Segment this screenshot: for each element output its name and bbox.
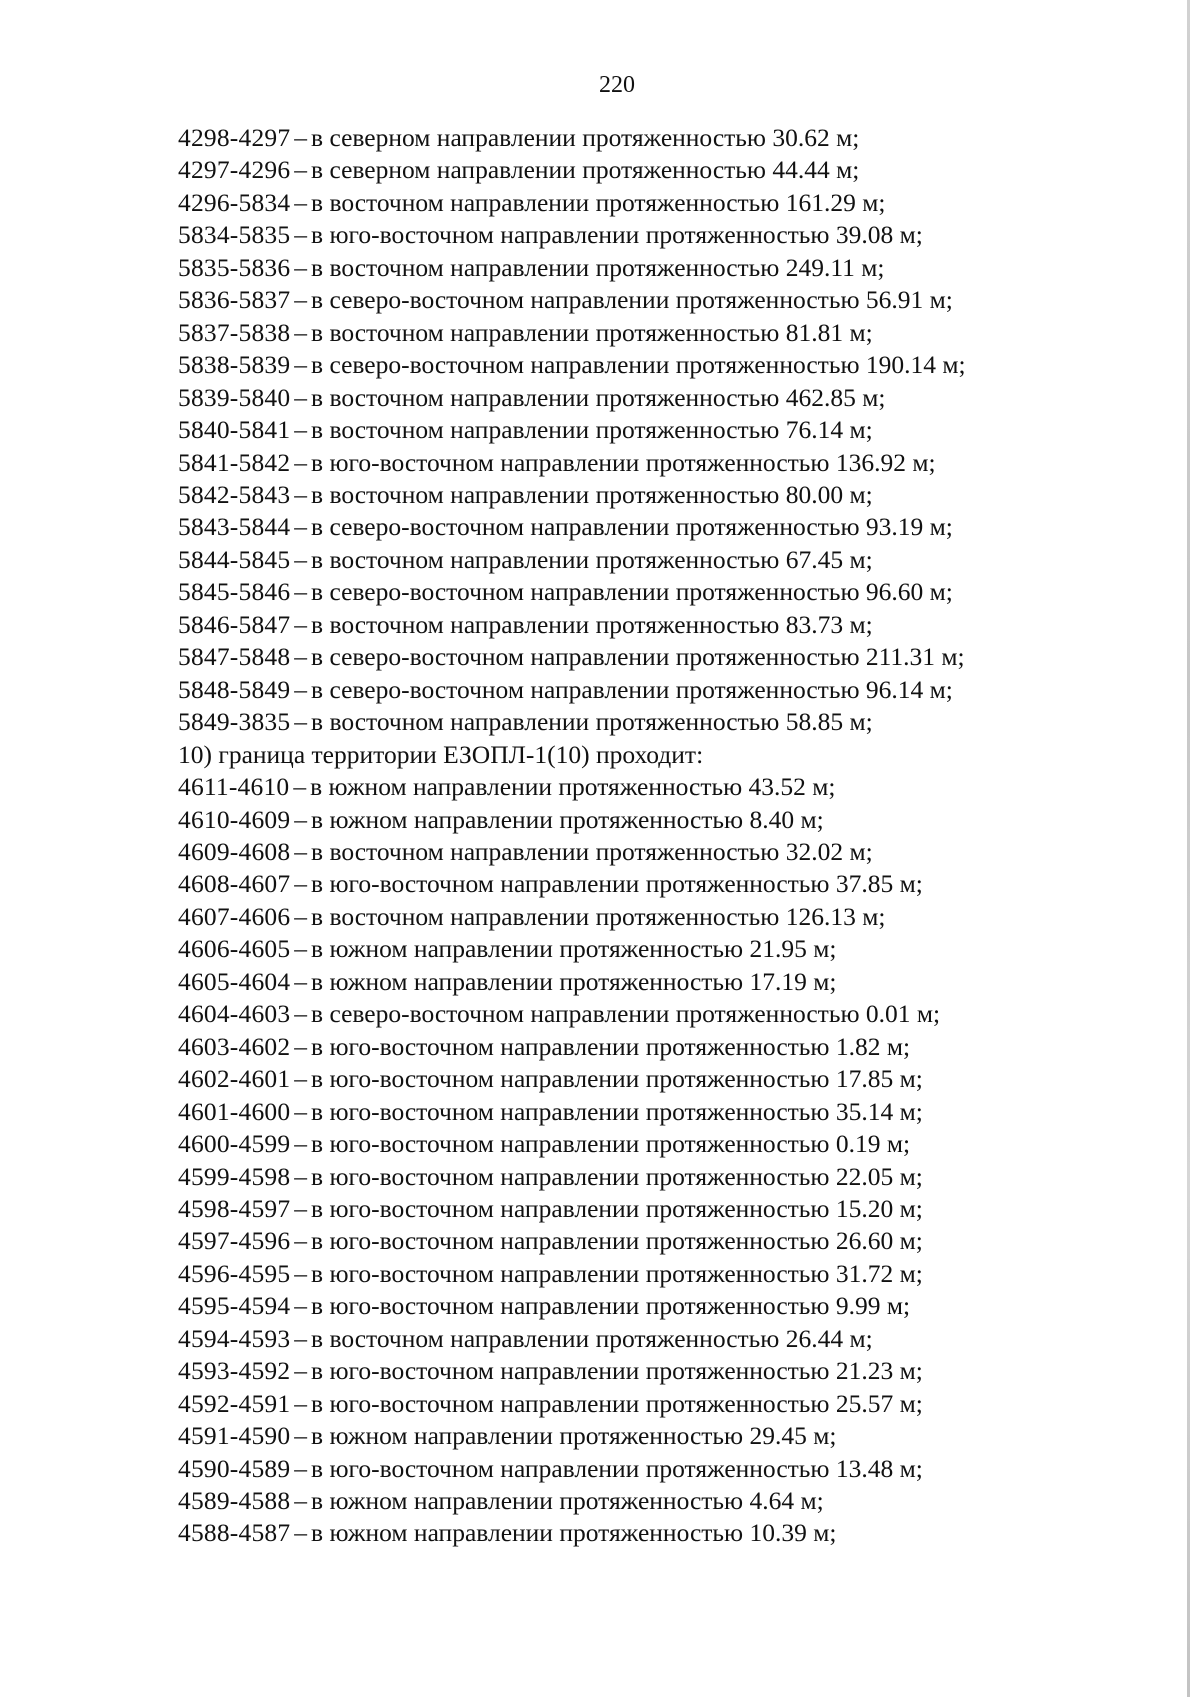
dash-separator: – (294, 1388, 308, 1418)
segment-description: в южном направлении протяженностью 17.19 м; (311, 966, 837, 996)
dash-separator: – (294, 1518, 308, 1548)
segment-description: в восточном направлении протяженностью 80.00 м; (311, 479, 873, 509)
boundary-segment-line (178, 1485, 1138, 1517)
segment-id: 4594-4593 (178, 1323, 291, 1353)
boundary-segment-line (178, 1290, 1138, 1322)
dash-separator: – (294, 252, 308, 282)
segment-id: 4600-4599 (178, 1129, 291, 1159)
segment-id: 4602-4601 (178, 1064, 291, 1094)
boundary-segment-line (178, 511, 1138, 543)
dash-separator: – (294, 447, 308, 477)
segment-description: в юго-восточном направлении протяженностью 17.85 м; (311, 1064, 923, 1094)
segment-description: в юго-восточном направлении протяженностью 37.85 м; (311, 869, 923, 899)
segment-id: 4595-4594 (178, 1291, 291, 1321)
boundary-segment-list (178, 122, 1138, 1550)
boundary-segment-line (178, 901, 1138, 933)
segment-description: в восточном направлении протяженностью 462.85 м; (311, 382, 886, 412)
boundary-segment-line (178, 836, 1138, 868)
dash-separator: – (294, 1031, 308, 1061)
segment-description: в северо-восточном направлении протяженностью 0.01 м; (311, 999, 941, 1029)
dash-separator: – (294, 220, 308, 250)
dash-separator: – (294, 1129, 308, 1159)
segment-description: в юго-восточном направлении протяженностью 31.72 м; (311, 1258, 923, 1288)
boundary-segment-line (178, 447, 1138, 479)
segment-id: 5847-5848 (178, 642, 291, 672)
dash-separator: – (294, 707, 308, 737)
segment-description: в юго-восточном направлении протяженностью 39.08 м; (311, 220, 923, 250)
section-heading-text: 10) граница территории ЕЗОПЛ-1(10) проходит: (178, 739, 704, 769)
segment-description: в юго-восточном направлении протяженностью 35.14 м; (311, 1096, 923, 1126)
dash-separator: – (294, 1323, 308, 1353)
boundary-segment-line (178, 1388, 1138, 1420)
segment-description: в южном направлении протяженностью 43.52 м; (310, 772, 836, 802)
segment-id: 4599-4598 (178, 1161, 291, 1191)
dash-separator: – (294, 1356, 308, 1386)
segment-id: 4604-4603 (178, 999, 291, 1029)
boundary-segment-line (178, 1096, 1138, 1128)
segment-description: в южном направлении протяженностью 10.39 м; (311, 1518, 837, 1548)
dash-separator: – (293, 772, 307, 802)
dash-separator: – (294, 674, 308, 704)
segment-description: в северо-восточном направлении протяженностью 96.60 м; (311, 577, 953, 607)
segment-id: 4605-4604 (178, 966, 291, 996)
boundary-segment-line (178, 1031, 1138, 1063)
dash-separator: – (294, 869, 308, 899)
segment-id: 4596-4595 (178, 1258, 291, 1288)
dash-separator: – (294, 1226, 308, 1256)
dash-separator: – (294, 1291, 308, 1321)
segment-description: в южном направлении протяженностью 4.64 м; (311, 1486, 824, 1516)
segment-description: в восточном направлении протяженностью 161.29 м; (311, 187, 886, 217)
boundary-segment-line (178, 771, 1138, 803)
segment-description: в юго-восточном направлении протяженностью 15.20 м; (311, 1193, 923, 1223)
boundary-segment-line (178, 317, 1138, 349)
dash-separator: – (294, 999, 308, 1029)
dash-separator: – (294, 382, 308, 412)
dash-separator: – (294, 479, 308, 509)
segment-id: 5837-5838 (178, 317, 291, 347)
segment-description: в юго-восточном направлении протяженностью 13.48 м; (311, 1453, 923, 1483)
segment-id: 4593-4592 (178, 1356, 291, 1386)
segment-description: в восточном направлении протяженностью 26.44 м; (311, 1323, 873, 1353)
segment-description: в восточном направлении протяженностью 32.02 м; (311, 836, 873, 866)
segment-id: 5834-5835 (178, 220, 291, 250)
boundary-segment-line (178, 252, 1138, 284)
boundary-segment-line (178, 1225, 1138, 1257)
segment-description: в северо-восточном направлении протяженностью 211.31 м; (311, 642, 965, 672)
segment-id: 4609-4608 (178, 836, 291, 866)
segment-id: 5846-5847 (178, 609, 291, 639)
dash-separator: – (294, 836, 308, 866)
segment-description: в южном направлении протяженностью 21.95 м; (311, 934, 837, 964)
segment-description: в восточном направлении протяженностью 67.45 м; (311, 544, 873, 574)
section-heading (178, 739, 1138, 771)
dash-separator: – (294, 1193, 308, 1223)
segment-description: в юго-восточном направлении протяженностью 9.99 м; (311, 1291, 911, 1321)
boundary-segment-line (178, 284, 1138, 316)
dash-separator: – (294, 512, 308, 542)
boundary-segment-line (178, 187, 1138, 219)
dash-separator: – (294, 1161, 308, 1191)
segment-description: в юго-восточном направлении протяженностью 26.60 м; (311, 1226, 923, 1256)
segment-id: 4597-4596 (178, 1226, 291, 1256)
segment-id: 5849-3835 (178, 707, 291, 737)
boundary-segment-line (178, 1420, 1138, 1452)
dash-separator: – (294, 317, 308, 347)
dash-separator: – (294, 609, 308, 639)
dash-separator: – (294, 934, 308, 964)
segment-id: 4590-4589 (178, 1453, 291, 1483)
segment-description: в восточном направлении протяженностью 58.85 м; (311, 707, 873, 737)
boundary-segment-line (178, 1063, 1138, 1095)
segment-description: в юго-восточном направлении протяженностью 21.23 м; (311, 1356, 923, 1386)
segment-description: в северо-восточном направлении протяженностью 190.14 м; (311, 350, 966, 380)
segment-id: 4297-4296 (178, 155, 291, 185)
boundary-segment-line (178, 122, 1138, 154)
segment-id: 5838-5839 (178, 350, 291, 380)
boundary-segment-line (178, 966, 1138, 998)
segment-description: в юго-восточном направлении протяженностью 136.92 м; (311, 447, 936, 477)
boundary-segment-line (178, 1161, 1138, 1193)
dash-separator: – (294, 577, 308, 607)
dash-separator: – (294, 155, 308, 185)
dash-separator: – (294, 415, 308, 445)
segment-id: 4296-5834 (178, 187, 291, 217)
segment-description: в северо-восточном направлении протяженностью 56.91 м; (311, 285, 953, 315)
boundary-segment-line (178, 479, 1138, 511)
segment-id: 5844-5845 (178, 544, 291, 574)
segment-id: 4603-4602 (178, 1031, 291, 1061)
dash-separator: – (294, 1486, 308, 1516)
boundary-segment-line (178, 414, 1138, 446)
boundary-segment-line (178, 609, 1138, 641)
segment-id: 4598-4597 (178, 1193, 291, 1223)
scan-edge-shadow (1187, 0, 1190, 1697)
dash-separator: – (294, 1064, 308, 1094)
segment-description: в северо-восточном направлении протяженностью 96.14 м; (311, 674, 953, 704)
boundary-segment-line (178, 1355, 1138, 1387)
segment-id: 5842-5843 (178, 479, 291, 509)
boundary-segment-line (178, 1517, 1138, 1549)
boundary-segment-line (178, 1193, 1138, 1225)
dash-separator: – (294, 966, 308, 996)
dash-separator: – (294, 1096, 308, 1126)
dash-separator: – (294, 350, 308, 380)
boundary-segment-line (178, 154, 1138, 186)
boundary-segment-line (178, 1453, 1138, 1485)
segment-id: 5839-5840 (178, 382, 291, 412)
segment-id: 4606-4605 (178, 934, 291, 964)
segment-description: в юго-восточном направлении протяженностью 1.82 м; (311, 1031, 911, 1061)
segment-description: в северном направлении протяженностью 44.44 м; (311, 155, 860, 185)
segment-id: 5836-5837 (178, 285, 291, 315)
dash-separator: – (294, 187, 308, 217)
segment-description: в юго-восточном направлении протяженностью 25.57 м; (311, 1388, 923, 1418)
segment-id: 4607-4606 (178, 901, 291, 931)
boundary-segment-line (178, 1323, 1138, 1355)
boundary-segment-line (178, 933, 1138, 965)
segment-description: в восточном направлении протяженностью 83.73 м; (311, 609, 873, 639)
boundary-segment-line (178, 868, 1138, 900)
segment-id: 4611-4610 (178, 772, 290, 802)
segment-id: 4589-4588 (178, 1486, 291, 1516)
boundary-segment-line (178, 576, 1138, 608)
segment-description: в восточном направлении протяженностью 81.81 м; (311, 317, 873, 347)
segment-id: 5845-5846 (178, 577, 291, 607)
dash-separator: – (294, 1258, 308, 1288)
dash-separator: – (294, 1453, 308, 1483)
boundary-segment-line (178, 1128, 1138, 1160)
segment-id: 4608-4607 (178, 869, 291, 899)
boundary-segment-line (178, 998, 1138, 1030)
segment-description: в южном направлении протяженностью 8.40 м; (311, 804, 824, 834)
segment-id: 5841-5842 (178, 447, 291, 477)
segment-id: 4592-4591 (178, 1388, 291, 1418)
segment-description: в южном направлении протяженностью 29.45 м; (311, 1421, 837, 1451)
segment-id: 5840-5841 (178, 415, 291, 445)
boundary-segment-line (178, 544, 1138, 576)
boundary-segment-line (178, 382, 1138, 414)
dash-separator: – (294, 1421, 308, 1451)
segment-id: 4588-4587 (178, 1518, 291, 1548)
segment-description: в восточном направлении протяженностью 126.13 м; (311, 901, 886, 931)
segment-description: в юго-восточном направлении протяженностью 22.05 м; (311, 1161, 923, 1191)
boundary-segment-line (178, 1258, 1138, 1290)
segment-description: в восточном направлении протяженностью 76.14 м; (311, 415, 873, 445)
segment-id: 4601-4600 (178, 1096, 291, 1126)
page-number: 220 (599, 72, 635, 98)
segment-id: 4610-4609 (178, 804, 291, 834)
dash-separator: – (294, 544, 308, 574)
boundary-segment-line (178, 349, 1138, 381)
boundary-segment-line (178, 706, 1138, 738)
segment-description: в восточном направлении протяженностью 249.11 м; (311, 252, 885, 282)
segment-id: 5848-5849 (178, 674, 291, 704)
segment-description: в северо-восточном направлении протяженностью 93.19 м; (311, 512, 953, 542)
segment-id: 5843-5844 (178, 512, 291, 542)
segment-id: 4298-4297 (178, 123, 291, 152)
boundary-segment-line (178, 219, 1138, 251)
dash-separator: – (294, 285, 308, 315)
segment-description: в северном направлении протяженностью 30.62 м; (311, 123, 860, 152)
segment-id: 5835-5836 (178, 252, 291, 282)
boundary-segment-line (178, 804, 1138, 836)
dash-separator: – (294, 123, 308, 152)
dash-separator: – (294, 804, 308, 834)
dash-separator: – (294, 642, 308, 672)
segment-id: 4591-4590 (178, 1421, 291, 1451)
boundary-segment-line (178, 641, 1138, 673)
dash-separator: – (294, 901, 308, 931)
boundary-segment-line (178, 674, 1138, 706)
segment-description: в юго-восточном направлении протяженностью 0.19 м; (311, 1129, 911, 1159)
